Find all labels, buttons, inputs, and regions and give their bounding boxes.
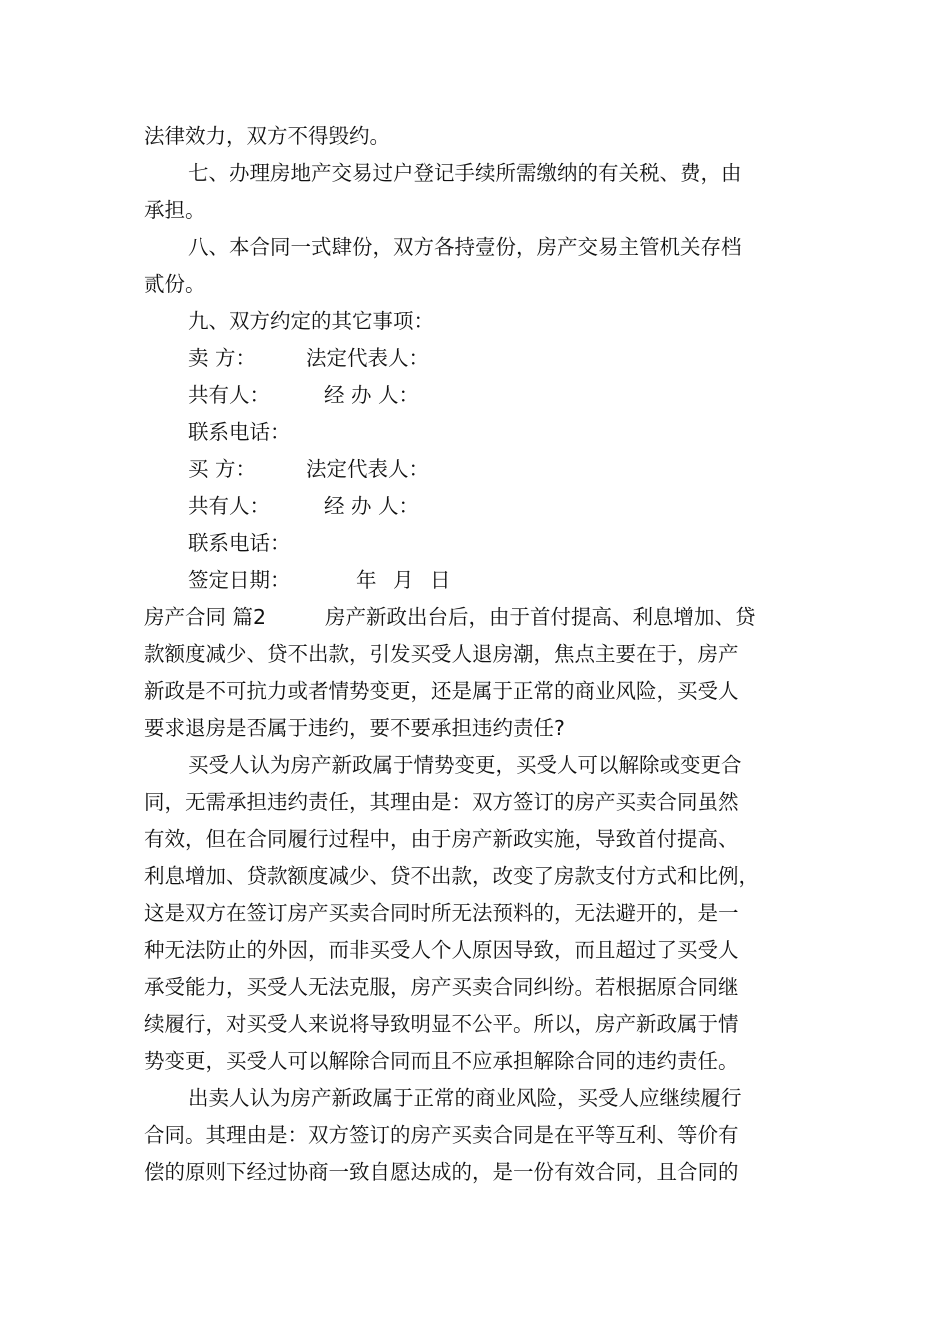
text-line: 房产新政出台后，由于首付提高、利息增加、贷	[325, 605, 756, 629]
clause-nine: 九、双方约定的其它事项：	[188, 309, 434, 333]
text-line: 款额度减少、贷不出款，引发买受人退房潮，焦点主要在于，房产	[144, 642, 739, 666]
seller-label: 卖 方：	[188, 346, 257, 370]
text-line: 势变更，买受人可以解除合同而且不应承担解除合同的违约责任。	[144, 1049, 739, 1073]
clause-seven: 七、办理房地产交易过户登记手续所需缴纳的有关税、费，由	[188, 161, 742, 185]
date-year: 年	[356, 568, 377, 592]
text-line: 偿的原则下经过协商一致自愿达成的，是一份有效合同，且合同的	[144, 1160, 739, 1184]
text-line: 种无法防止的外因，而非买受人个人原因导致，而且超过了买受人	[144, 938, 739, 962]
buyer-row	[144, 451, 824, 488]
document-page	[144, 118, 824, 1191]
text-line: 续履行，对买受人来说将导致明显不公平。所以，房产新政属于情	[144, 1012, 739, 1036]
buyer-phone-label: 联系电话：	[188, 531, 291, 555]
seller-row	[144, 340, 824, 377]
buyer-label: 买 方：	[188, 457, 257, 481]
text-line: 利息增加、贷款额度减少、贷不出款，改变了房款支付方式和比例，	[144, 864, 759, 888]
buyer-co-label: 共有人：	[188, 494, 270, 518]
seller-co-label: 共有人：	[188, 383, 270, 407]
seller-co-row	[144, 377, 824, 414]
section2-first-line	[144, 599, 824, 636]
text-line: 承受能力，买受人无法克服，房产买卖合同纠纷。若根据原合同继	[144, 975, 739, 999]
text-line: 这是双方在签订房产买卖合同时所无法预料的，无法避开的，是一	[144, 901, 739, 925]
text-line: 有效，但在合同履行过程中，由于房产新政实施，导致首付提高、	[144, 827, 739, 851]
seller-rep-label: 法定代表人：	[306, 346, 429, 370]
seller-phone-label: 联系电话：	[188, 420, 291, 444]
sign-date-label: 签定日期：	[188, 568, 291, 592]
section-heading: 房产合同 篇2	[144, 605, 267, 629]
text-line: 同，无需承担违约责任，其理由是：双方签订的房产买卖合同虽然	[144, 790, 739, 814]
text-line: 法律效力，双方不得毁约。	[144, 124, 390, 148]
text-line: 承担。	[144, 198, 206, 222]
paragraph-start: 出卖人认为房产新政属于正常的商业风险，买受人应继续履行	[188, 1086, 742, 1110]
paragraph-start: 买受人认为房产新政属于情势变更，买受人可以解除或变更合	[188, 753, 742, 777]
seller-agent-label: 经 办 人：	[324, 383, 420, 407]
clause-eight: 八、本合同一式肆份，双方各持壹份，房产交易主管机关存档	[188, 235, 742, 259]
buyer-agent-label: 经 办 人：	[324, 494, 420, 518]
date-month: 月	[393, 568, 414, 592]
buyer-rep-label: 法定代表人：	[306, 457, 429, 481]
text-line: 合同。其理由是：双方签订的房产买卖合同是在平等互利、等价有	[144, 1123, 739, 1147]
sign-date-row	[144, 562, 824, 599]
text-line: 要求退房是否属于违约，要不要承担违约责任?	[144, 716, 565, 740]
buyer-co-row	[144, 488, 824, 525]
text-line: 新政是不可抗力或者情势变更，还是属于正常的商业风险，买受人	[144, 679, 739, 703]
text-line: 贰份。	[144, 272, 206, 296]
date-day: 日	[430, 568, 451, 592]
